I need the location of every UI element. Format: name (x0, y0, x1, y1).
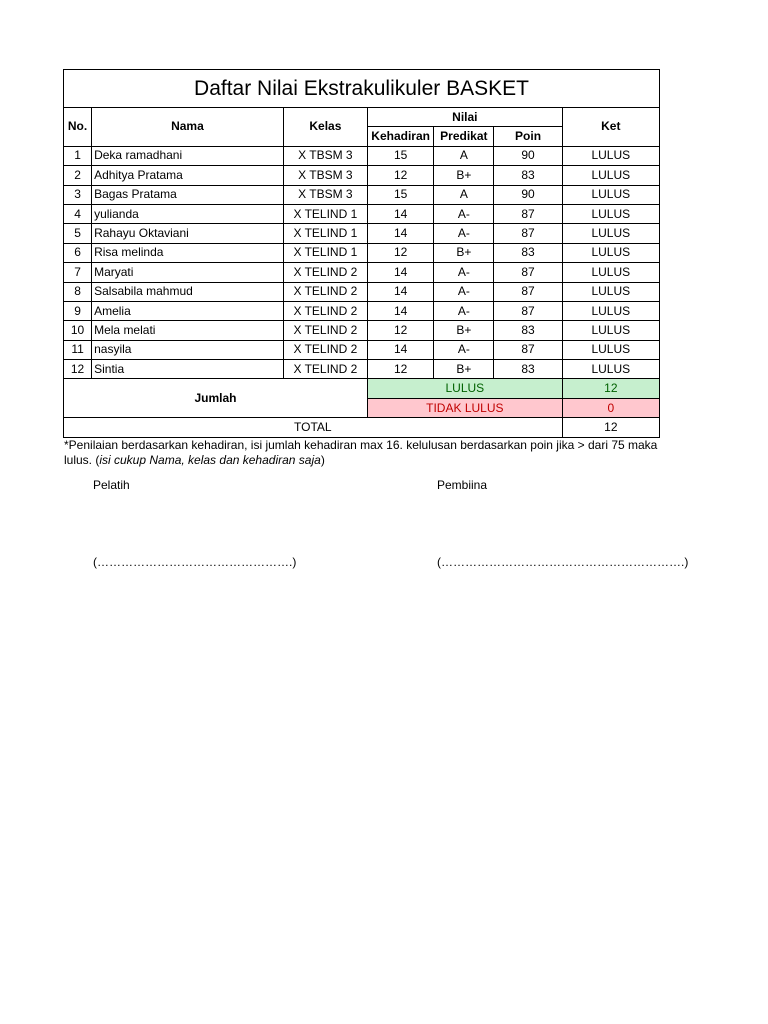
cell-predikat: B+ (434, 360, 494, 379)
cell-nama: yulianda (92, 204, 284, 223)
tidak-lulus-count: 0 (562, 398, 659, 417)
cell-ket: LULUS (562, 301, 659, 320)
cell-kehadiran: 14 (368, 204, 434, 223)
cell-poin: 87 (494, 224, 562, 243)
cell-nama: Maryati (92, 263, 284, 282)
cell-no: 3 (64, 185, 92, 204)
cell-kehadiran: 14 (368, 263, 434, 282)
cell-nama: nasyila (92, 340, 284, 359)
cell-predikat: B+ (434, 166, 494, 185)
table-row (64, 340, 660, 359)
table-row (64, 263, 660, 282)
cell-no: 8 (64, 282, 92, 301)
cell-ket: LULUS (562, 224, 659, 243)
cell-nama: Deka ramadhani (92, 146, 284, 165)
cell-nama: Mela melati (92, 321, 284, 340)
cell-kelas: X TBSM 3 (283, 166, 367, 185)
pembina-label: Pembiina (437, 478, 488, 492)
header-kelas: Kelas (283, 108, 367, 147)
sheet-title: Daftar Nilai Ekstrakulikuler BASKET (64, 70, 660, 108)
cell-poin: 83 (494, 321, 562, 340)
cell-predikat: A- (434, 263, 494, 282)
cell-nama: Bagas Pratama (92, 185, 284, 204)
cell-predikat: A- (434, 204, 494, 223)
cell-no: 12 (64, 360, 92, 379)
cell-ket: LULUS (562, 263, 659, 282)
cell-poin: 87 (494, 282, 562, 301)
total-label: TOTAL (64, 418, 563, 437)
grade-table (63, 69, 660, 438)
header-predikat: Predikat (434, 127, 494, 146)
header-poin: Poin (494, 127, 562, 146)
lulus-count: 12 (562, 379, 659, 398)
cell-predikat: A- (434, 340, 494, 359)
cell-poin: 87 (494, 263, 562, 282)
header-no: No. (64, 108, 92, 147)
cell-kelas: X TBSM 3 (283, 185, 367, 204)
cell-nama: Rahayu Oktaviani (92, 224, 284, 243)
cell-poin: 87 (494, 301, 562, 320)
cell-predikat: B+ (434, 243, 494, 262)
cell-kelas: X TELIND 2 (283, 263, 367, 282)
cell-kelas: X TELIND 2 (283, 340, 367, 359)
cell-kehadiran: 15 (368, 146, 434, 165)
cell-kehadiran: 12 (368, 321, 434, 340)
cell-ket: LULUS (562, 185, 659, 204)
cell-ket: LULUS (562, 340, 659, 359)
footnote-main: *Penilaian berdasarkan kehadiran, isi jumlah kehadiran max 16. kelulusan berdasarkan poin jika > dari 75 maka lulus. ( (64, 438, 658, 467)
cell-no: 4 (64, 204, 92, 223)
total-count: 12 (562, 418, 659, 437)
table-row (64, 301, 660, 320)
cell-no: 6 (64, 243, 92, 262)
cell-kelas: X TELIND 1 (283, 204, 367, 223)
cell-no: 9 (64, 301, 92, 320)
cell-kelas: X TELIND 2 (283, 321, 367, 340)
cell-nama: Risa melinda (92, 243, 284, 262)
table-row (64, 243, 660, 262)
cell-predikat: A- (434, 282, 494, 301)
cell-no: 10 (64, 321, 92, 340)
cell-nama: Amelia (92, 301, 284, 320)
cell-ket: LULUS (562, 243, 659, 262)
table-row (64, 321, 660, 340)
grade-sheet (63, 69, 660, 438)
cell-no: 11 (64, 340, 92, 359)
footnote-italic: isi cukup Nama, kelas dan kehadiran saja (99, 453, 321, 467)
table-row (64, 204, 660, 223)
cell-kehadiran: 14 (368, 340, 434, 359)
header-nilai: Nilai (368, 108, 563, 127)
cell-nama: Sintia (92, 360, 284, 379)
header-kehadiran: Kehadiran (368, 127, 434, 146)
jumlah-label: Jumlah (64, 379, 368, 418)
cell-predikat: B+ (434, 321, 494, 340)
lulus-label: LULUS (368, 379, 563, 398)
cell-ket: LULUS (562, 166, 659, 185)
footnote (64, 438, 664, 468)
cell-kehadiran: 12 (368, 166, 434, 185)
cell-ket: LULUS (562, 146, 659, 165)
header-nama: Nama (92, 108, 284, 147)
cell-kelas: X TELIND 2 (283, 360, 367, 379)
footnote-close: ) (320, 453, 325, 467)
cell-kehadiran: 12 (368, 243, 434, 262)
cell-poin: 90 (494, 146, 562, 165)
cell-ket: LULUS (562, 204, 659, 223)
cell-kelas: X TELIND 1 (283, 243, 367, 262)
header-ket: Ket (562, 108, 659, 147)
cell-poin: 83 (494, 243, 562, 262)
cell-ket: LULUS (562, 282, 659, 301)
table-row (64, 224, 660, 243)
cell-predikat: A (434, 185, 494, 204)
cell-ket: LULUS (562, 321, 659, 340)
cell-nama: Salsabila mahmud (92, 282, 284, 301)
cell-predikat: A- (434, 224, 494, 243)
cell-poin: 83 (494, 166, 562, 185)
cell-no: 7 (64, 263, 92, 282)
pelatih-label: Pelatih (93, 478, 130, 492)
cell-no: 5 (64, 224, 92, 243)
cell-kehadiran: 15 (368, 185, 434, 204)
pelatih-signature-line: (………………………………………….) (93, 555, 297, 569)
cell-nama: Adhitya Pratama (92, 166, 284, 185)
cell-kehadiran: 14 (368, 282, 434, 301)
cell-kelas: X TELIND 2 (283, 282, 367, 301)
cell-no: 1 (64, 146, 92, 165)
cell-poin: 87 (494, 340, 562, 359)
table-row (64, 146, 660, 165)
table-row (64, 166, 660, 185)
cell-predikat: A- (434, 301, 494, 320)
cell-kehadiran: 14 (368, 301, 434, 320)
tidak-lulus-label: TIDAK LULUS (368, 398, 563, 417)
cell-poin: 87 (494, 204, 562, 223)
pembina-signature-line: (…………………………………………………….) (437, 555, 689, 569)
cell-kelas: X TBSM 3 (283, 146, 367, 165)
cell-kehadiran: 12 (368, 360, 434, 379)
table-row (64, 282, 660, 301)
cell-kelas: X TELIND 2 (283, 301, 367, 320)
cell-poin: 90 (494, 185, 562, 204)
cell-kehadiran: 14 (368, 224, 434, 243)
table-row (64, 360, 660, 379)
cell-poin: 83 (494, 360, 562, 379)
cell-no: 2 (64, 166, 92, 185)
table-row (64, 185, 660, 204)
cell-predikat: A (434, 146, 494, 165)
cell-ket: LULUS (562, 360, 659, 379)
cell-kelas: X TELIND 1 (283, 224, 367, 243)
